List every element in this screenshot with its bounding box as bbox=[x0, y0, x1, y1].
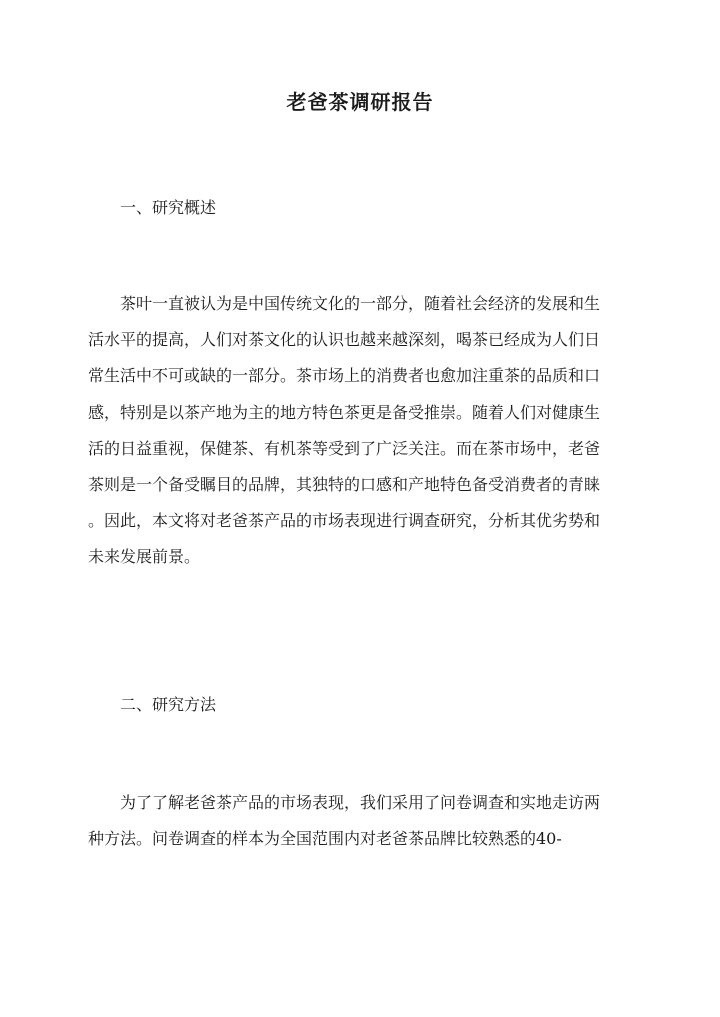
paragraph-line: 。因此，本文将对老爸茶产品的市场表现进行调查研究，分析其优劣势和 bbox=[88, 511, 601, 531]
document-title: 老爸茶调研报告 bbox=[286, 90, 434, 114]
section-paragraph-overview bbox=[88, 286, 633, 576]
paragraph-line: 常生活中不可或缺的一部分。茶市场上的消费者也愈加注重茶的品质和口 bbox=[88, 366, 601, 386]
paragraph-line: 未来发展前景。 bbox=[88, 547, 201, 567]
paragraph-line: 活水平的提高，人们对茶文化的认识也越来越深刻，喝茶已经成为人们日 bbox=[88, 330, 601, 350]
section-heading-methods: 二、研究方法 bbox=[120, 695, 217, 714]
paragraph-line: 茶叶一直被认为是中国传统文化的一部分，随着社会经济的发展和生 bbox=[88, 294, 601, 313]
section-heading-overview: 一、研究概述 bbox=[120, 198, 217, 217]
paragraph-line: 活的日益重视，保健茶、有机茶等受到了广泛关注。而在茶市场中，老爸 bbox=[88, 438, 601, 458]
paragraph-line: 种方法。问卷调查的样本为全国范围内对老爸茶品牌比较熟悉的40- bbox=[88, 829, 562, 849]
paragraph-line: 感，特别是以茶产地为主的地方特色茶更是备受推崇。随着人们对健康生 bbox=[88, 402, 601, 422]
paragraph-line: 为了了解老爸茶产品的市场表现，我们采用了问卷调查和实地走访两 bbox=[88, 793, 601, 812]
section-paragraph-methods bbox=[88, 785, 633, 857]
paragraph-line: 茶则是一个备受瞩目的品牌，其独特的口感和产地特色备受消费者的青睐 bbox=[88, 475, 601, 495]
